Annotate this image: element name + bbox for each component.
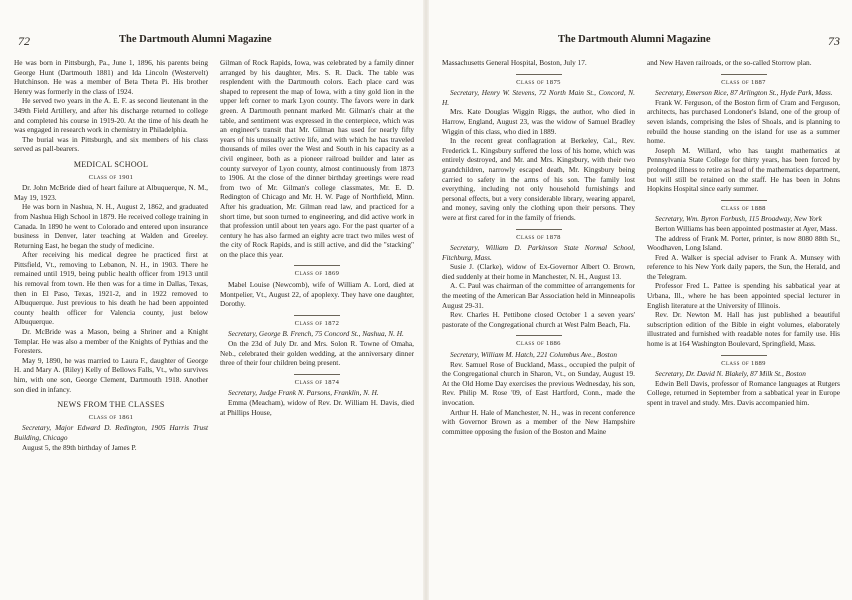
article-paragraph: May 9, 1890, he was married to Laura F., daughter of George H. and Mary A. (Riley) Kelly of Bellows Falls, Vt., who survives him, with one son, George Clement, Dartmouth 1918. Another son died in infancy. (14, 355, 208, 394)
article-paragraph: Mabel Louise (Newcomb), wife of William A. Lord, died at Montpelier, Vt., August 22, of apoplexy. They have one daughter, Dorothy. (220, 280, 414, 309)
section-divider (721, 200, 767, 201)
class-year-heading: Class of 1861 (88, 413, 134, 421)
article-paragraph: He was born in Pittsburgh, Pa., June 1, 1896, his parents being George Hunt (Dartmouth 1881) and Ida Lincoln (Westervelt) Hutchinson. He was a member of Beta Theta Pi. His brother Henry was formerly in the class of 1924. (14, 58, 208, 96)
section-divider (721, 74, 767, 75)
class-year-heading: Class of 1869 (294, 270, 340, 278)
section-divider (721, 355, 767, 356)
class-year-heading: Class of 1875 (516, 78, 561, 86)
class-year-heading: Class of 1901 (88, 173, 134, 181)
article-paragraph: Berton Williams has been appointed postmaster at Ayer, Mass. (655, 223, 838, 233)
left-running-head (14, 30, 414, 50)
left-page (14, 30, 414, 590)
left-magazine-title: The Dartmouth Alumni Magazine (119, 34, 272, 45)
article-paragraph: Rev. Charles H. Pettibone closed October 1 a seven years' pastorate of the Congregational church at West Palm Beach, Fla. (442, 310, 635, 329)
class-secretary-line: Secretary, Emerson Rice, 87 Arlington St., Hyde Park, Mass. (655, 88, 833, 98)
article-paragraph: Massachusetts General Hospital, Boston, July 17. (442, 58, 587, 67)
article-paragraph: Professor Fred L. Pattee is spending his sabbatical year at Urbana, Ill., where he has been appointed special lecturer in English literature at the University of Illinois. (647, 281, 840, 310)
class-secretary-line: Secretary, William M. Hatch, 221 Columbus Ave., Boston (450, 350, 618, 360)
right-page (442, 30, 840, 590)
left-page-number: 72 (18, 34, 30, 48)
class-year-heading: Class of 1889 (721, 359, 766, 367)
section-divider (294, 315, 340, 316)
class-year-heading: Class of 1872 (294, 319, 340, 327)
article-paragraph: Edwin Bell Davis, professor of Romance languages at Rutgers College, returned in September from a sabbatical year in Europe spent in travel and study. Mrs. Davis accompanied him. (647, 378, 840, 407)
left-columns (14, 58, 414, 452)
article-paragraph: The address of Frank M. Porter, printer, is now 8080 88th St., Woodhaven, Long Island. (647, 233, 840, 253)
section-divider (516, 335, 562, 336)
article-paragraph: Mrs. Kate Douglas Wiggin Riggs, the author, who died in Harrow, England, August 23, was the widow of Samuel Bradley Wiggin of this class, who died in 1889. (442, 107, 635, 136)
class-year-heading: Class of 1878 (516, 233, 561, 241)
article-paragraph: In the recent great conflagration at Berkeley, Cal., Rev. Frederick L. Kingsbury suffered the loss of his home, which was entirely destroyed, and Mr. and Mrs. Kingsbury, with their two grandchildren, narrowly escaped death, Mr. Kingsbury being carried to safety in the arms of his son. The family lost everything, including not only household furnishings and personal effects, but a very considerable library, wearing apparel, and money, saving only the clothing upon their persons. They were at first cared for in the family of friends. (442, 136, 635, 222)
article-paragraph: Emma (Meacham), widow of Rev. Dr. William H. Davis, died at Phillips House, (220, 398, 414, 417)
class-secretary-line: Secretary, William D. Parkinson State Normal School, Fitchburg, Mass. (442, 243, 635, 262)
article-paragraph: Frank W. Ferguson, of the Boston firm of Cram and Ferguson, architects, has purchased Londoner's Island, one of the group of seven islands, comprising the Isles of Shoals, and is planning to rebuild the house standing on the island for use as a summer home. (647, 97, 840, 146)
article-paragraph: Arthur H. Hale of Manchester, N. H., was in recent conference with Governor Brown as a member of the New Hampshire committee opposing the fusion of the Boston and Maine (442, 407, 635, 436)
article-paragraph: He was born in Nashua, N. H., August 2, 1862, and graduated from Nashua High School in 1879. He received college training in Canada. In 1890 he went to Colorado and entered upon insurance business in Denver, later teaching at Walden and Greeley. Returning East, he began the study of medicine. (14, 202, 208, 250)
right-column-2 (647, 58, 840, 436)
article-paragraph: Gilman of Rock Rapids, Iowa, was celebrated by a family dinner arranged by his daughter, Mrs. S. R. Dack. The table was resplendent with the Dartmouth colors. Each place card was shaped to represent the map of Iowa, with a tiny gold lion in the upper left corner to mark Lyon county. The favors were in dark green. A Dartmouth pennant marked Mr. Gilman's chair at the table, and sentiment was expressed in the centerpiece, which was an engineer's transit that Mr. Gilman has used for nearly fifty years of his unusually active life, and with which he has traveled thousands of miles over the West and South in his capacity as a civil engineer, both as a pioneer railroad builder and later as county surveyor of Lyon county, almost continuously from 1873 to 1906. At the close of the dinner birthday greetings were read from two of Mr. Gilman's college classmates, Mr. E. D. Redington of Chicago and Mr. H. W. Page of Northfield, Minn. After his graduation, Mr. Gilman read law, and practiced for a short time, but soon turned to engineering, and did active work in that profession until about ten years ago. For the past quarter of a century he has also farmed an eighty acre tract two miles west of the city of Rock Rapids, and is still active, and did the "stacking" on the place this year. (220, 58, 414, 259)
article-paragraph: Joseph M. Willard, who has taught mathematics at Pennsylvania State College for thirty years, has been forced by prolonged illness to retire as head of the mathematics department, but will still be retained on the staff. He has been in Johns Hopkins Hospital since early summer. (647, 145, 840, 194)
right-magazine-title: The Dartmouth Alumni Magazine (558, 34, 711, 45)
right-columns (442, 58, 840, 436)
class-secretary-line: Secretary, Major Edward D. Redington, 1905 Harris Trust Building, Chicago (14, 423, 208, 442)
class-secretary-line: Secretary, Henry W. Stevens, 72 North Main St., Concord, N. H. (442, 88, 635, 107)
right-column-1 (442, 58, 635, 436)
class-year-heading: Class of 1886 (516, 340, 561, 348)
page-gutter (423, 0, 429, 600)
section-heading: NEWS FROM THE CLASSES (57, 400, 165, 410)
article-paragraph: Dr. McBride was a Mason, being a Shriner and a Knight Templar. He was also a member of the Knights of Pythias and the Foresters. (14, 327, 208, 356)
right-running-head (442, 30, 840, 50)
article-paragraph: Dr. John McBride died of heart failure at Albuquerque, N. M., May 19, 1923. (14, 183, 208, 202)
class-year-heading: Class of 1888 (721, 204, 766, 212)
article-paragraph: August 5, the 89th birthday of James P. (22, 442, 137, 452)
class-secretary-line: Secretary, George B. French, 75 Concord St., Nashua, N. H. (228, 329, 404, 339)
section-heading: MEDICAL SCHOOL (73, 159, 149, 169)
section-divider (294, 265, 340, 266)
left-column-2 (220, 58, 414, 452)
article-paragraph: Rev. Dr. Newton M. Hall has just published a beautiful subscription edition of the Bible in eight volumes, elaborately illustrated and furnished with readable notes for family use. His home is at 164 Washington Boulevard, Springfield, Mass. (647, 310, 840, 349)
article-paragraph: Susie J. (Clarke), widow of Ex-Governor Albert O. Brown, died suddenly at their home in Manchester, N. H., August 13. (442, 262, 635, 281)
article-paragraph: He served two years in the A. E. F. as second lieutenant in the 349th Field Artillery, and after his discharge returned to college and completed his course in 1919-20. At the time of his death he was engaged in research work in chemistry in Philadelphia. (14, 96, 208, 135)
article-paragraph: Fred A. Walker is special adviser to Frank A. Munsey with reference to his New York daily papers, the Sun, the Herald, and the Telegram. (647, 252, 840, 281)
article-paragraph: After receiving his medical degree he practiced first at Pittsfield, Vt., removing to Lebanon, N. H., in 1903. There he remained until 1919, being public health officer from 1913 until his removal from town. He then was for a time in Dallas, Texas, then in El Paso, Texas, 1921-2, and in 1922 removed to Albuquerque. Just previous to his death he had been appointed county health officer for Valencia county, just below Albuquerque. (14, 250, 208, 327)
class-secretary-line: Secretary, Dr. David N. Blakely, 87 Milk St., Boston (655, 369, 806, 379)
class-year-heading: Class of 1887 (721, 78, 766, 86)
article-paragraph: On the 23d of July Dr. and Mrs. Solon R. Towne of Omaha, Neb., celebrated their golden wedding, at the anniversary dinner three of their four children being present. (220, 339, 414, 368)
right-page-number: 73 (828, 34, 840, 48)
section-divider (516, 74, 562, 75)
class-secretary-line: Secretary, Judge Frank N. Parsons, Franklin, N. H. (228, 388, 379, 398)
article-paragraph: The burial was in Pittsburgh, and six members of his class served as pall-bearers. (14, 134, 208, 154)
class-secretary-line: Secretary, Wm. Byron Forbush, 115 Broadway, New York (655, 214, 822, 224)
article-paragraph: and New Haven railroads, or the so-called Storrow plan. (647, 58, 812, 67)
article-paragraph: A. C. Paul was chairman of the committee of arrangements for the meeting of the American Bar Association held in Minneapolis August 29-31. (442, 281, 635, 310)
section-divider (294, 374, 340, 375)
section-divider (516, 229, 562, 230)
article-paragraph: Rev. Samuel Rose of Buckland, Mass., occupied the pulpit of the Congregational church in Sharon, Vt., on Sunday, August 19. At the Old Home Day exercises the previous Wednesday, his son, Rev. Philip M. Rose '09, of East Hartford, Conn., made the invocation. (442, 359, 635, 407)
left-column-1 (14, 58, 208, 452)
class-year-heading: Class of 1874 (294, 378, 340, 386)
